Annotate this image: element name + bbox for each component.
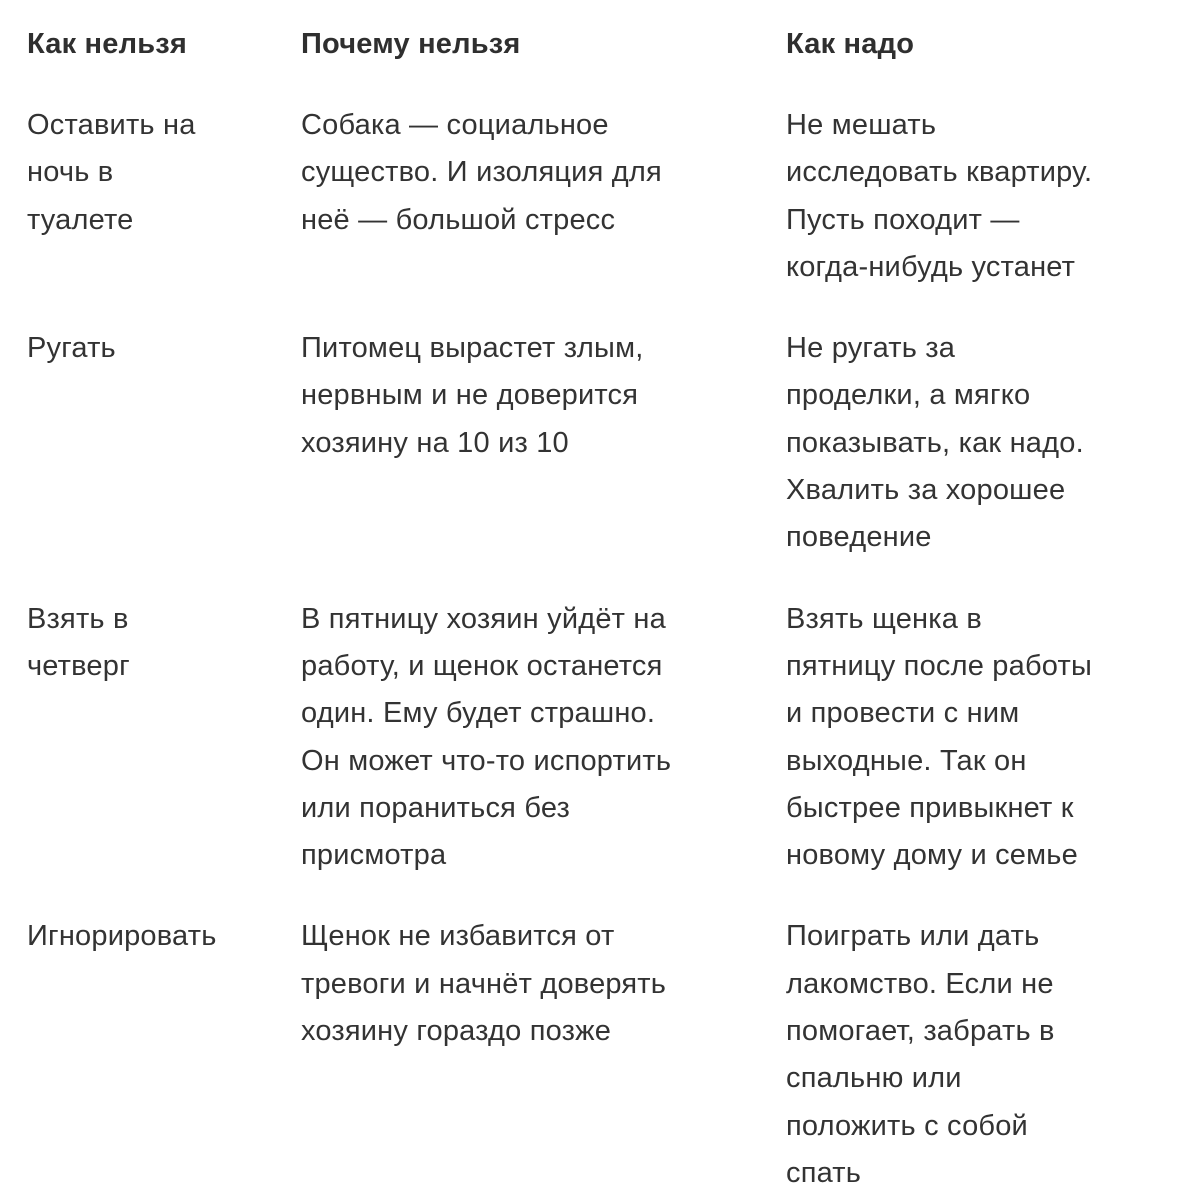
cell-why: Собака — социальное существо. И изоляция для неё — большой стресс <box>301 109 662 236</box>
table-row <box>27 325 1187 561</box>
table-row <box>27 596 1187 880</box>
cell-why: В пятницу хозяин уйдёт на работу, и щенок останется один. Ему будет страшно. Он может что-то испортить или пораниться без присмотра <box>301 602 672 872</box>
cell-dont: Игнорировать <box>27 920 217 953</box>
cell-dont: Ругать <box>27 332 116 365</box>
header-why: Почему нельзя <box>301 28 521 60</box>
cell-do: Поиграть или дать лакомство. Если не помогает, забрать в спальню или положить с собой спать <box>786 920 1055 1189</box>
header-dont: Как нельзя <box>27 28 187 60</box>
cell-why: Питомец вырастет злым, нервным и не доверится хозяину на 10 из 10 <box>301 332 644 459</box>
cell-dont: Оставить на ночь в туалете <box>27 109 196 236</box>
cell-dont: Взять в четверг <box>27 602 130 682</box>
cell-why: Щенок не избавится от тревоги и начнёт доверять хозяину гораздо позже <box>301 920 667 1048</box>
cell-do: Не мешать исследовать квартиру. Пусть походит — когда-нибудь устанет <box>786 109 1093 283</box>
table-header-row <box>27 0 1187 80</box>
table-row <box>27 913 1187 1197</box>
advice-table <box>27 0 1187 1197</box>
header-do: Как надо <box>786 28 915 60</box>
table-row <box>27 102 1187 291</box>
cell-do: Взять щенка в пятницу после работы и провести с ним выходные. Так он быстрее привыкнет к новому дому и семье <box>786 602 1092 872</box>
cell-do: Не ругать за проделки, а мягко показывать, как надо. Хвалить за хорошее поведение <box>786 332 1084 554</box>
